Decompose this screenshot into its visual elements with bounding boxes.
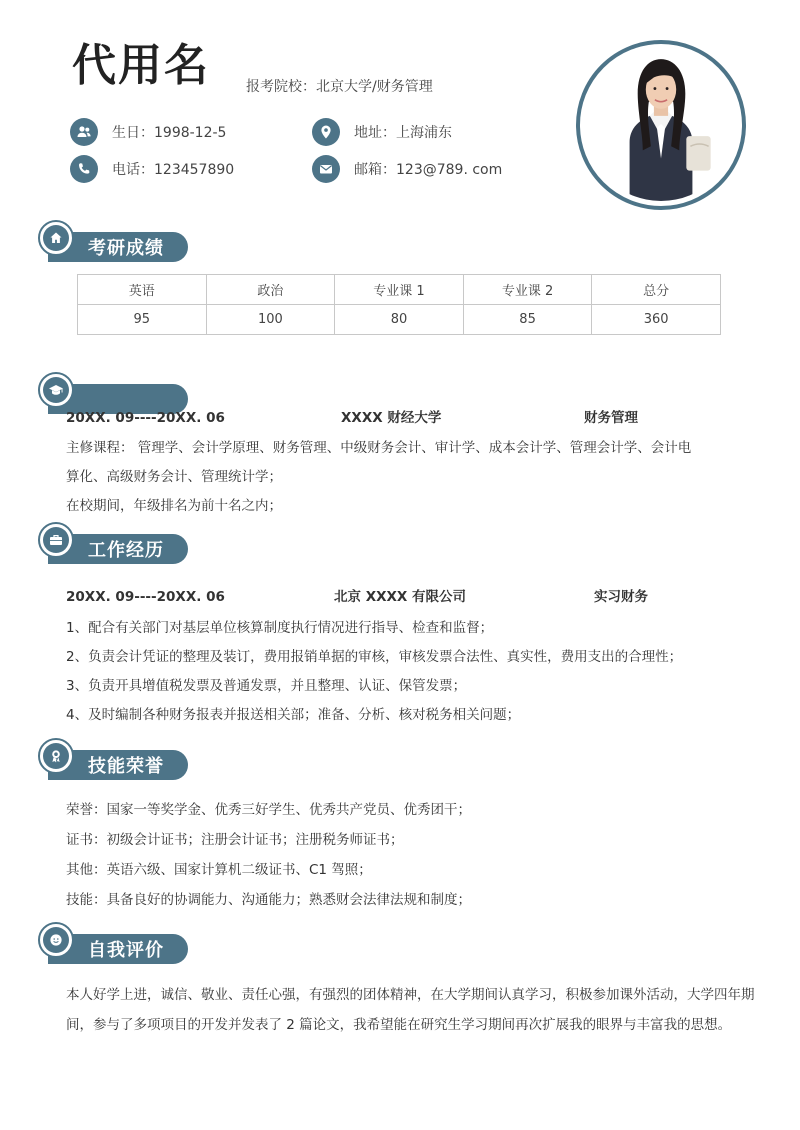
birth-text: 生日：1998-12-5 xyxy=(112,125,227,141)
user-icon xyxy=(70,118,98,146)
table-header-cell: 专业课 2 xyxy=(463,275,592,305)
section-header-work xyxy=(38,522,188,566)
section-title: 技能荣誉 xyxy=(88,756,164,777)
award-ribbon-icon xyxy=(43,743,69,769)
address-text: 地址：上海浦东 xyxy=(354,125,452,141)
certs-text: 证书：初级会计证书；注册会计证书；注册税务师证书； xyxy=(66,832,404,848)
birth-row xyxy=(70,118,226,146)
work-role: 实习财务 xyxy=(594,589,648,605)
phone-icon xyxy=(70,155,98,183)
education-major: 财务管理 xyxy=(584,410,638,426)
list-item: 3、负责开具增值税发票及普通发票，并且整理、认证、保管发票； xyxy=(66,678,467,694)
section-icon-ring xyxy=(38,522,74,558)
table-row xyxy=(78,305,721,335)
other-text: 其他：英语六级、国家计算机二级证书、C1 驾照； xyxy=(66,862,372,878)
section-header-self-eval xyxy=(38,922,188,966)
phone-row xyxy=(70,155,234,183)
work-period: 20XX. 09----20XX. 06 xyxy=(66,589,225,605)
section-icon-ring xyxy=(38,738,74,774)
table-cell: 100 xyxy=(206,305,335,335)
table-header-cell: 专业课 1 xyxy=(335,275,464,305)
courses-line-2: 算化、高级财务会计、管理统计学； xyxy=(66,469,282,485)
email-row xyxy=(312,155,502,183)
smile-face-icon xyxy=(43,927,69,953)
courses-line-1: 主修课程： 管理学、会计学原理、财务管理、中级财务会计、审计学、成本会计学、管理会计学、会计电 xyxy=(66,440,692,456)
home-icon xyxy=(43,225,69,251)
rank-text: 在校期间，年级排名为前十名之内； xyxy=(66,498,282,514)
profile-photo-frame xyxy=(576,40,746,210)
education-period: 20XX. 09----20XX. 06 xyxy=(66,410,225,426)
profile-photo xyxy=(585,49,737,201)
scores-table xyxy=(77,274,721,335)
table-cell: 85 xyxy=(463,305,592,335)
section-title: 考研成绩 xyxy=(88,238,164,259)
location-pin-icon xyxy=(312,118,340,146)
table-cell: 360 xyxy=(592,305,721,335)
section-icon-ring xyxy=(38,922,74,958)
list-item: 4、及时编制各种财务报表并报送相关部；准备、分析、核对税务相关问题； xyxy=(66,707,521,723)
graduation-cap-icon xyxy=(43,377,69,403)
email-text: 邮箱：123@789. com xyxy=(354,162,503,178)
section-header-skills xyxy=(38,738,188,782)
self-eval-text: 本人好学上进，诚信、敬业、责任心强，有强烈的团体精神，在大学期间认真学习，积极参加课外活动，大学四年期间，参与了多项项目的开发并发表了 2 篇论文，我希望能在研究生学习期间再次扩展我的眼界与丰富我的思想。 xyxy=(66,987,755,1033)
section-icon-ring xyxy=(38,220,74,256)
section-title: 自我评价 xyxy=(88,940,164,961)
table-cell: 95 xyxy=(78,305,207,335)
phone-text: 电话：123457890 xyxy=(112,162,235,178)
table-header-cell: 政治 xyxy=(206,275,335,305)
list-item: 2、负责会计凭证的整理及装订，费用报销单据的审核，审核发票合法性、真实性，费用支出的合理性； xyxy=(66,649,683,665)
table-header-row xyxy=(78,275,721,305)
mail-icon xyxy=(312,155,340,183)
honors-text: 荣誉：国家一等奖学金、优秀三好学生、优秀共产党员、优秀团干； xyxy=(66,802,471,818)
section-icon-ring xyxy=(38,372,74,408)
work-company: 北京 XXXX 有限公司 xyxy=(334,589,467,605)
address-row xyxy=(312,118,452,146)
abilities-text: 技能：具备良好的协调能力、沟通能力；熟悉财会法律法规和制度； xyxy=(66,892,471,908)
target-school: 报考院校：北京大学/财务管理 xyxy=(246,79,433,95)
table-header-cell: 总分 xyxy=(592,275,721,305)
list-item: 1、配合有关部门对基层单位核算制度执行情况进行指导、检查和监督； xyxy=(66,620,494,636)
section-header-scores xyxy=(38,220,188,264)
briefcase-icon xyxy=(43,527,69,553)
candidate-name: 代用名 xyxy=(72,40,210,91)
table-header-cell: 英语 xyxy=(78,275,207,305)
section-title: 工作经历 xyxy=(88,540,164,561)
education-school: XXXX 财经大学 xyxy=(341,410,442,426)
table-cell: 80 xyxy=(335,305,464,335)
